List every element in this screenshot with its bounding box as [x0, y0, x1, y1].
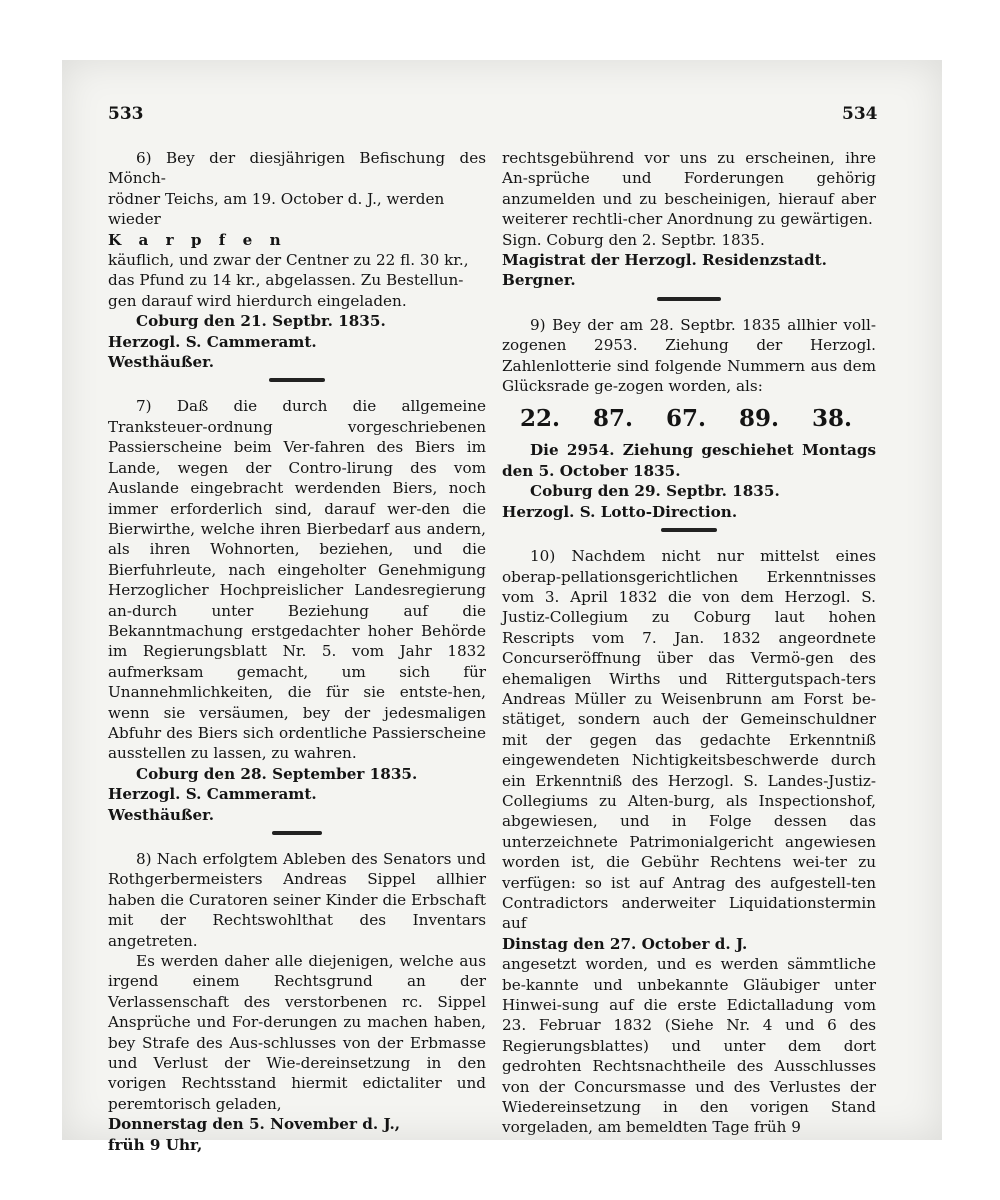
lottery-numbers — [502, 402, 876, 436]
notice-6-line: käuflich, und zwar der Centner zu 22 fl. 30 kr., — [108, 251, 469, 270]
notice-10-date: Dinstag den 27. October d. J. — [502, 934, 748, 953]
notice-8-time: früh 9 Uhr, — [108, 1135, 203, 1154]
notice-6-heading: K a r p f e n — [108, 230, 287, 249]
notice-6-line: rödner Teichs, am 19. October d. J., werden — [108, 189, 445, 208]
notice-8-sign: Sign. Coburg den 2. Septbr. 1835. — [502, 230, 765, 249]
lottery-number: 89. — [738, 405, 779, 433]
notice-6-line: wieder — [108, 210, 161, 229]
lottery-number: 22. — [520, 405, 561, 433]
notice-7-authority: Herzogl. S. Cammeramt. — [108, 785, 317, 804]
right-column — [502, 148, 876, 1138]
notice-6-line: gen darauf wird hierdurch eingeladen. — [108, 291, 407, 310]
notice-6 — [108, 148, 486, 372]
left-column — [108, 148, 486, 1155]
page-number-left: 533 — [108, 104, 144, 124]
notice-8-text: Es werden daher alle diejenigen, welche aus irgend einem Rechtsgrund an der Verlassenschaft des verstorbenen rc. Sippel Ansprüche und For-derungen zu machen haben, bey Strafe des Aus-schlusses von der Erbmasse und Verlust der Wie-dereinsetzung in den vorigen Rechtsstand hiermit edictaliter und peremtorisch geladen, — [108, 952, 486, 1113]
notice-8-cont-text: rechtsgebührend vor uns zu erscheinen, ihre An-sprüche und Forderungen gehörig anzumelden und zu bescheinigen, hierauf aber weiterer rechtli-cher Anordnung zu gewärtigen. — [502, 149, 876, 229]
notice-7-text: 7) Daß die durch die allgemeine Tranksteuer-ordnung vorgeschriebenen Passierscheine beim Ver-fahren des Biers im Lande, wegen der Contro-lirung des vom Auslande eingebracht werdenden Biers, noch immer erforderlich sind, darauf wer-den die Bierwirthe, welche ihren Bierbedarf aus andern, als ihren Wohnorten, beziehen, und die Bierfuhrleute, nach eingeholter Genehmigung Herzoglicher Hochpreislicher Landesregierung an-durch unter Beziehung auf die Bekanntmachung erstgedachter hoher Behörde im Regierungsblatt Nr. 5. vom Jahr 1832 aufmerksam gemacht, um sich für Unannehmlichkeiten, die für sie entste-hen, wenn sie versäumen, bey der jedesmaligen Abfuhr des Biers sich ordentliche Passierscheine ausstellen zu lassen, zu wahren. — [108, 397, 486, 763]
notice-7-signature: Westhäußer. — [108, 805, 215, 824]
notice-6-authority: Herzogl. S. Cammeramt. — [108, 332, 317, 351]
notice-9-date: Coburg den 29. Septbr. 1835. — [530, 482, 780, 501]
notice-7 — [108, 396, 486, 825]
notice-10 — [502, 546, 876, 1138]
notice-8-date: Donnerstag den 5. November d. J., — [108, 1115, 401, 1134]
notice-8-signature: Bergner. — [502, 271, 576, 290]
notice-10-text: angesetzt worden, und es werden sämmtliche be-kannte und unbekannte Gläubiger unter Hinwei-sung auf die erste Edictalladung vom 23. Februar 1832 (Siehe Nr. 4 und 6 des Regierungsblattes) und unter dem dort gedrohten Rechtsnachtheile des Ausschlusses von der Concursmasse und des Verlustes der Wiedereinsetzung in den vorigen Stand vorgeladen, am bemeldten Tage früh 9 — [502, 955, 876, 1137]
lottery-number: 67. — [665, 405, 706, 433]
page-number-right: 534 — [842, 104, 878, 124]
notice-9 — [502, 315, 876, 522]
lottery-number: 87. — [592, 405, 633, 433]
notice-8-authority: Magistrat der Herzogl. Residenzstadt. — [502, 251, 827, 270]
notice-6-date: Coburg den 21. Septbr. 1835. — [136, 312, 386, 331]
lottery-number: 38. — [811, 405, 852, 433]
notice-6-line: das Pfund zu 14 kr., abgelassen. Zu Bestellun- — [108, 271, 464, 290]
notice-6-signature: Westhäußer. — [108, 353, 215, 372]
notice-9-authority: Herzogl. S. Lotto-Direction. — [502, 502, 738, 521]
notice-9-text: 9) Bey der am 28. Septbr. 1835 allhier voll-zogenen 2953. Ziehung der Herzogl. Zahlenlotterie sind folgende Nummern aus dem Glücksrade ge-zogen worden, als: — [502, 315, 876, 396]
notice-8-continuation — [502, 148, 876, 291]
notice-6-line: 6) Bey der diesjährigen Befischung des Mönch- — [108, 149, 486, 188]
notice-8 — [108, 849, 486, 1155]
notice-8-text: 8) Nach erfolgtem Ableben des Senators und Rothgerbermeisters Andreas Sippel allhier haben die Curatoren seiner Kinder die Erbschaft mit der Rechtswohlthat des Inventars angetreten. — [108, 850, 486, 950]
notice-7-date: Coburg den 28. September 1835. — [136, 764, 418, 783]
notice-9-next-draw: Die 2954. Ziehung geschiehet Montags den 5. October 1835. — [502, 441, 876, 480]
notice-10-text: 10) Nachdem nicht nur mittelst eines oberap-pellationsgerichtlichen Erkenntnisses vom 3. April 1832 die von dem Herzogl. S. Justiz-Collegium zu Coburg laut hohen Rescripts vom 7. Jan. 1832 angeordnete Concurseröffnung über das Vermö-gen des ehemaligen Wirths und Rittergutspach-ters Andreas Müller zu Weisenbrunn am Forst be-stätiget, sondern auch der Gemeinschuldner mit der gegen das gedachte Erkenntniß eingewendeten Nichtigkeitsbeschwerde durch ein Erkenntniß des Herzogl. S. Landes-Justiz-Collegiums zu Alten-burg, als Inspectionshof, abgewiesen, und in Folge dessen das unterzeichnete Patrimonialgericht angewiesen worden ist, die Gebühr Rechtens wei-ter zu verfügen: so ist auf Antrag des aufgestell-ten Contradictors anderweiter Liquidationstermin auf — [502, 547, 876, 933]
